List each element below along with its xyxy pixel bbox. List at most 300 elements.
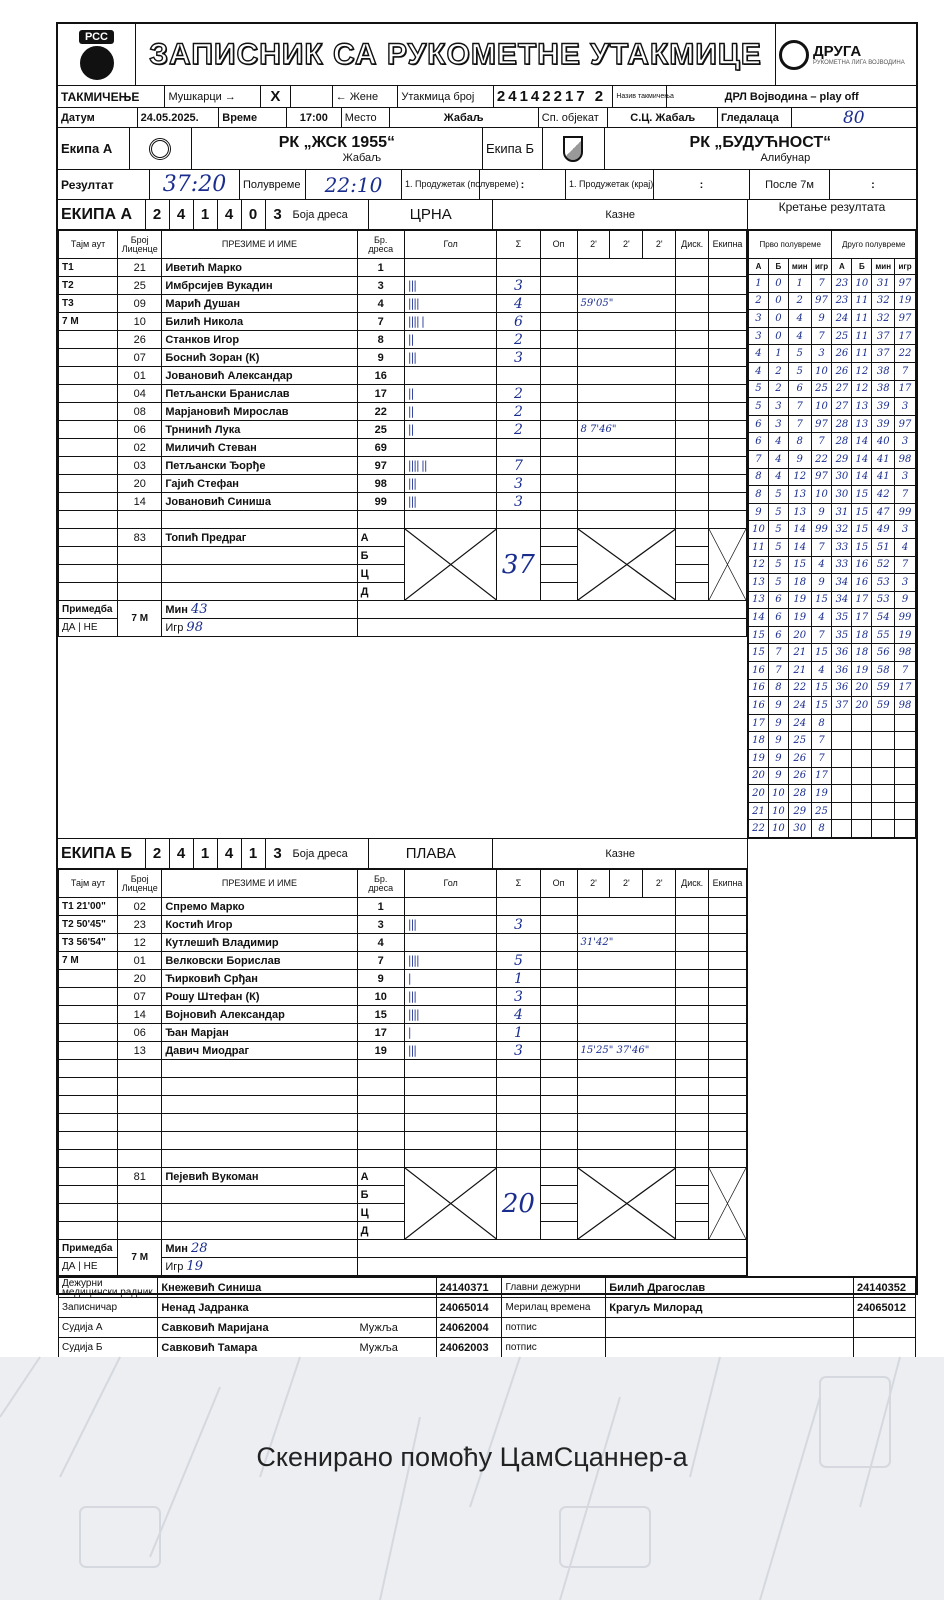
player-name: Иветић Марко	[162, 259, 357, 277]
progress-row	[749, 644, 916, 662]
license-cell: 09	[118, 295, 162, 313]
official-license	[118, 1222, 162, 1240]
match-number: 24142217 2	[494, 86, 613, 107]
progress-cell: 7	[811, 327, 832, 345]
team-code-digit: 4	[170, 839, 194, 868]
goal-sum: 3	[497, 916, 540, 934]
progress-cell	[852, 785, 872, 803]
progress-cell: 5	[768, 574, 788, 592]
goal-tally: ||	[404, 421, 497, 439]
staff-role: Записничар	[59, 1298, 158, 1318]
official-name	[162, 1204, 357, 1222]
players-header-row	[59, 231, 747, 259]
progress-cell: 16	[749, 679, 769, 697]
goal-sum: 3	[497, 475, 540, 493]
timeout-cell: T1 21'00"	[59, 898, 118, 916]
goal-tally: |||	[404, 493, 497, 511]
progress-row	[749, 275, 916, 293]
progress-cell: 37	[872, 345, 895, 363]
team-code-digit: 2	[146, 200, 170, 229]
disq-cell	[676, 439, 709, 457]
staff-name-right: Билић Драгослав	[606, 1278, 854, 1298]
goal-sum	[497, 1096, 540, 1114]
team-a-code	[146, 200, 290, 229]
penalty-cell	[577, 367, 676, 385]
warning-cell	[540, 1096, 577, 1114]
team-penalty-cell	[709, 295, 747, 313]
official-license	[118, 547, 162, 565]
team-b-name: РК „БУДУЋНОСТ“	[689, 133, 832, 151]
team-penalty-cell	[709, 1042, 747, 1060]
progress-cell: 7	[768, 644, 788, 662]
progress-cell: 13	[788, 503, 811, 521]
license-cell	[118, 1078, 162, 1096]
staff-license: 24065014	[436, 1298, 502, 1318]
staff-role-right: Главни дежурни	[502, 1278, 606, 1298]
jersey-color: ПЛАВА	[369, 839, 493, 868]
progress-cell: 19	[749, 750, 769, 768]
goal-sum: 4	[497, 295, 540, 313]
competition-row	[58, 86, 916, 108]
progress-row	[749, 626, 916, 644]
progress-cell: 24	[832, 310, 852, 328]
progress-cell	[832, 820, 852, 838]
progress-cell: 97	[895, 415, 916, 433]
disq-cell	[676, 1132, 709, 1150]
progress-cell: 14	[852, 468, 872, 486]
warning-cell	[540, 385, 577, 403]
progress-cell: 27	[832, 398, 852, 416]
min-label: Мин	[165, 604, 188, 616]
disq-cell	[676, 475, 709, 493]
staff-name-right: Крагуљ Милорад	[606, 1298, 854, 1318]
license-cell: 26	[118, 331, 162, 349]
staff-license: 24062003	[436, 1338, 502, 1358]
player-name: Давич Миодраг	[162, 1042, 357, 1060]
progress-cell: 38	[872, 380, 895, 398]
license-cell	[118, 1096, 162, 1114]
progress-cell: 9	[768, 750, 788, 768]
staff-role: Судија Б	[59, 1338, 158, 1358]
disq-cell	[676, 898, 709, 916]
progress-cell: 35	[832, 626, 852, 644]
progress-cell: 17	[749, 714, 769, 732]
progress-cell: 26	[788, 750, 811, 768]
player-name: Миличић Стеван	[162, 439, 357, 457]
progress-cell: 59	[872, 697, 895, 715]
column-header: 2'	[610, 231, 643, 259]
disq-cell	[676, 1096, 709, 1114]
team-b-code	[146, 839, 290, 868]
column-header: Диск.	[676, 870, 709, 898]
progress-cell	[832, 732, 852, 750]
license-cell: 02	[118, 439, 162, 457]
progress-cell: 15	[852, 538, 872, 556]
progress-cell	[852, 714, 872, 732]
timeout-cell	[59, 493, 118, 511]
timeout-cell	[59, 1132, 118, 1150]
player-name: Станков Игор	[162, 331, 357, 349]
timeout-cell	[59, 547, 118, 565]
ball-logo-icon	[779, 40, 809, 70]
goal-tally: ||||	[404, 1006, 497, 1024]
progress-cell: 30	[832, 468, 852, 486]
spectators-label: Гледалаца	[718, 108, 792, 127]
progress-cell: 33	[832, 538, 852, 556]
progress-cell: 21	[788, 644, 811, 662]
table-row	[59, 1006, 747, 1024]
progress-cell: 9	[768, 697, 788, 715]
disq-cell	[676, 547, 709, 565]
blank-cell	[291, 86, 333, 107]
player-name: Јовановић Синиша	[162, 493, 357, 511]
progress-cell: 15	[852, 503, 872, 521]
timeout-cell	[59, 1042, 118, 1060]
progress-row	[749, 468, 916, 486]
progress-cell: 11	[852, 345, 872, 363]
progress-cell: 11	[852, 292, 872, 310]
jersey-number: 97	[357, 457, 404, 475]
column-header: 2'	[577, 231, 610, 259]
progress-cell	[895, 802, 916, 820]
table-row	[59, 277, 747, 295]
progress-cell: 9	[749, 503, 769, 521]
progress-cell: 25	[811, 802, 832, 820]
staff-license-right: 24140352	[854, 1278, 916, 1298]
disq-cell	[676, 1060, 709, 1078]
staff-license: 24062004	[436, 1318, 502, 1338]
goal-tally: ||||	[404, 295, 497, 313]
progress-cell	[895, 750, 916, 768]
progress-cell: 6	[749, 415, 769, 433]
team-a-players-table	[58, 230, 747, 637]
warning-cell	[540, 898, 577, 916]
progress-cell: 7	[811, 433, 832, 451]
progress-cell: 17	[895, 679, 916, 697]
penalties-label: Казне	[605, 847, 636, 860]
team-b-players-table	[58, 869, 747, 1276]
progress-cell: 26	[832, 362, 852, 380]
column-header: 2'	[610, 870, 643, 898]
progress-cell: 4	[895, 538, 916, 556]
team-a-section	[58, 200, 916, 839]
progress-cell: 42	[872, 486, 895, 504]
progress-cell: 28	[832, 433, 852, 451]
igr-label: Игр	[165, 1261, 184, 1273]
goal-sum: 1	[497, 970, 540, 988]
official-letter: Ц	[357, 1204, 404, 1222]
goal-sum: 6	[497, 313, 540, 331]
table-row	[59, 385, 747, 403]
team-penalty-cell	[709, 1132, 747, 1150]
team-penalty-cell	[709, 475, 747, 493]
title-row	[58, 24, 916, 86]
goal-tally	[404, 259, 497, 277]
jersey-number: 17	[357, 385, 404, 403]
player-name: Билић Никола	[162, 313, 357, 331]
column-header: 2'	[577, 870, 610, 898]
crossed-box	[404, 529, 497, 601]
penalty-cell	[577, 898, 676, 916]
team-penalty-cell	[709, 970, 747, 988]
crossed-box	[577, 1168, 676, 1240]
blank-cell	[357, 1258, 746, 1276]
penalty-cell	[577, 331, 676, 349]
progress-cell: 15	[811, 591, 832, 609]
progress-cell: 5	[768, 521, 788, 539]
player-name: Јовановић Александар	[162, 367, 357, 385]
progress-cell: 9	[788, 450, 811, 468]
min-cell	[162, 1240, 357, 1258]
official-license	[118, 565, 162, 583]
progress-row	[749, 820, 916, 838]
goal-tally	[404, 367, 497, 385]
progress-row	[749, 767, 916, 785]
table-row	[59, 898, 747, 916]
warning-cell	[540, 1222, 577, 1240]
staff-name: Ненад Јадранка	[158, 1298, 357, 1318]
progress-cell: 6	[768, 626, 788, 644]
warning-cell	[540, 934, 577, 952]
license-cell	[118, 1150, 162, 1168]
goal-sum	[497, 1060, 540, 1078]
teams-row	[58, 128, 916, 170]
progress-cell: 3	[768, 398, 788, 416]
table-row	[59, 970, 747, 988]
penalty-cell: 8 7'46"	[577, 421, 676, 439]
team-penalty-cell	[709, 403, 747, 421]
match-report-sheet	[56, 22, 918, 1354]
official-name: Топић Предраг	[162, 529, 357, 547]
disq-cell	[676, 952, 709, 970]
goal-sum	[497, 1078, 540, 1096]
jersey-number: 69	[357, 439, 404, 457]
warning-cell	[540, 439, 577, 457]
progress-cell: 5	[749, 398, 769, 416]
progress-cell: 2	[768, 362, 788, 380]
goal-tally	[404, 898, 497, 916]
progress-cell: 31	[832, 503, 852, 521]
progress-cell: 25	[811, 380, 832, 398]
timeout-cell	[59, 970, 118, 988]
player-name: Кутлешић Владимир	[162, 934, 357, 952]
progress-cell: 8	[811, 820, 832, 838]
license-cell: 07	[118, 349, 162, 367]
igr-label: Игр	[165, 622, 184, 634]
min-label: Мин	[165, 1243, 188, 1255]
warning-cell	[540, 367, 577, 385]
team-penalty-cell	[709, 349, 747, 367]
team-code-digit: 4	[170, 200, 194, 229]
progress-cell: 18	[852, 626, 872, 644]
penalty-cell	[577, 970, 676, 988]
penalty-cell	[577, 277, 676, 295]
scan-footer	[0, 1357, 944, 1600]
table-row	[59, 313, 747, 331]
progress-row	[749, 292, 916, 310]
penalty-cell	[577, 475, 676, 493]
progress-cell: 31	[872, 275, 895, 293]
timeout-cell	[59, 439, 118, 457]
remark-row	[59, 619, 747, 637]
progress-cell: 29	[788, 802, 811, 820]
progress-cell: 10	[768, 820, 788, 838]
progress-head: А	[749, 259, 769, 275]
warning-cell	[540, 1204, 577, 1222]
team-penalty-cell	[709, 421, 747, 439]
team-penalty-cell	[709, 934, 747, 952]
column-header: Бр. дреса	[357, 231, 404, 259]
progress-cell	[852, 802, 872, 820]
match-no-label: Утакмица број	[398, 86, 494, 107]
team-code-digit: 0	[242, 200, 266, 229]
license-cell: 02	[118, 898, 162, 916]
progress-cell: 4	[768, 468, 788, 486]
jersey-label: Боја дреса	[290, 200, 370, 229]
table-row	[59, 457, 747, 475]
progress-cell: 15	[811, 697, 832, 715]
progress-cell: 10	[852, 275, 872, 293]
penalty-cell: 31'42"	[577, 934, 676, 952]
license-cell: 13	[118, 1042, 162, 1060]
timeout-cell	[59, 403, 118, 421]
progress-row	[749, 574, 916, 592]
license-cell: 10	[118, 313, 162, 331]
progress-cell: 99	[895, 503, 916, 521]
jersey-number: 7	[357, 952, 404, 970]
progress-cell: 59	[872, 679, 895, 697]
table-row	[59, 349, 747, 367]
column-header: Број Лиценце	[118, 231, 162, 259]
disq-cell	[676, 1114, 709, 1132]
progress-row	[749, 521, 916, 539]
staff-license-right	[854, 1318, 916, 1338]
time-label: Време	[219, 108, 287, 127]
goal-tally	[404, 934, 497, 952]
table-row	[59, 295, 747, 313]
progress-cell: 32	[832, 521, 852, 539]
result-row	[58, 170, 916, 200]
jersey-number: 9	[357, 970, 404, 988]
penalty-cell	[577, 511, 676, 529]
crossed-box	[404, 1168, 497, 1240]
timeout-cell	[59, 367, 118, 385]
official-staff-row	[59, 1278, 916, 1298]
progress-cell: 0	[768, 292, 788, 310]
progress-cell: 39	[872, 415, 895, 433]
goal-sum: 3	[497, 493, 540, 511]
player-name: Гајић Стефан	[162, 475, 357, 493]
table-row	[59, 1150, 747, 1168]
progress-cell: 22	[788, 679, 811, 697]
after7-label: После 7м	[750, 170, 830, 199]
penalty-cell	[577, 259, 676, 277]
goal-tally: |||| |	[404, 313, 497, 331]
progress-cell: 97	[811, 415, 832, 433]
official-letter: А	[357, 529, 404, 547]
score-progress	[748, 200, 916, 838]
player-name	[162, 1060, 357, 1078]
blank-cell	[357, 1240, 746, 1258]
progress-cell: 19	[852, 662, 872, 680]
progress-head: мин	[872, 259, 895, 275]
jersey-number: 19	[357, 1042, 404, 1060]
team-penalty-cell	[709, 385, 747, 403]
penalty-cell	[577, 1150, 676, 1168]
timeout-cell	[59, 529, 118, 547]
team-penalty-cell	[709, 1096, 747, 1114]
column-header: Број Лиценце	[118, 870, 162, 898]
disq-cell	[676, 457, 709, 475]
goal-sum: 5	[497, 952, 540, 970]
progress-cell: 19	[895, 626, 916, 644]
warning-cell	[540, 916, 577, 934]
jersey-number: 3	[357, 277, 404, 295]
warning-cell	[540, 1042, 577, 1060]
progress-cell: 41	[872, 468, 895, 486]
goal-tally: |||	[404, 988, 497, 1006]
progress-cell: 97	[811, 292, 832, 310]
progress-cell: 4	[749, 345, 769, 363]
goal-sum	[497, 934, 540, 952]
disq-cell	[676, 493, 709, 511]
progress-row	[749, 679, 916, 697]
progress-cell: 53	[872, 591, 895, 609]
progress-cell: 4	[811, 609, 832, 627]
timeout-cell: 7 M	[59, 952, 118, 970]
goal-tally	[404, 1150, 497, 1168]
team-penalty-cell	[709, 898, 747, 916]
progress-cell: 9	[768, 714, 788, 732]
progress-cell: 4	[768, 450, 788, 468]
progress-cell: 5	[749, 380, 769, 398]
progress-cell: 28	[788, 785, 811, 803]
official-letter: Б	[357, 1186, 404, 1204]
team-penalty-cell	[709, 457, 747, 475]
progress-cell: 47	[872, 503, 895, 521]
table-row	[59, 1132, 747, 1150]
goal-sum: 1	[497, 1024, 540, 1042]
blank-cell	[357, 619, 746, 637]
progress-cell: 8	[788, 433, 811, 451]
goal-sum: 3	[497, 988, 540, 1006]
team-a-city: Жабаљ	[342, 151, 382, 164]
staff-name-right	[606, 1338, 854, 1358]
progress-cell: 9	[811, 310, 832, 328]
disq-cell	[676, 934, 709, 952]
progress-cell: 3	[895, 521, 916, 539]
progress-cell: 56	[872, 644, 895, 662]
player-name	[162, 1096, 357, 1114]
column-header: Тајм аут	[59, 231, 118, 259]
progress-row	[749, 415, 916, 433]
jersey-number: 4	[357, 295, 404, 313]
min-value: 43	[190, 602, 208, 617]
hall-label: Сп. објекат	[539, 108, 609, 127]
progress-row	[749, 750, 916, 768]
player-name: Марић Душан	[162, 295, 357, 313]
team-penalty-cell	[709, 331, 747, 349]
team-b-label: Екипа Б	[483, 128, 543, 169]
timeout-cell: T1	[59, 259, 118, 277]
place-label: Место	[342, 108, 390, 127]
progress-row	[749, 310, 916, 328]
warning-cell	[540, 529, 577, 547]
jersey-number: 7	[357, 313, 404, 331]
timeout-cell: T2	[59, 277, 118, 295]
final-score: 37:20	[150, 170, 240, 199]
time-value: 17:00	[287, 108, 342, 127]
